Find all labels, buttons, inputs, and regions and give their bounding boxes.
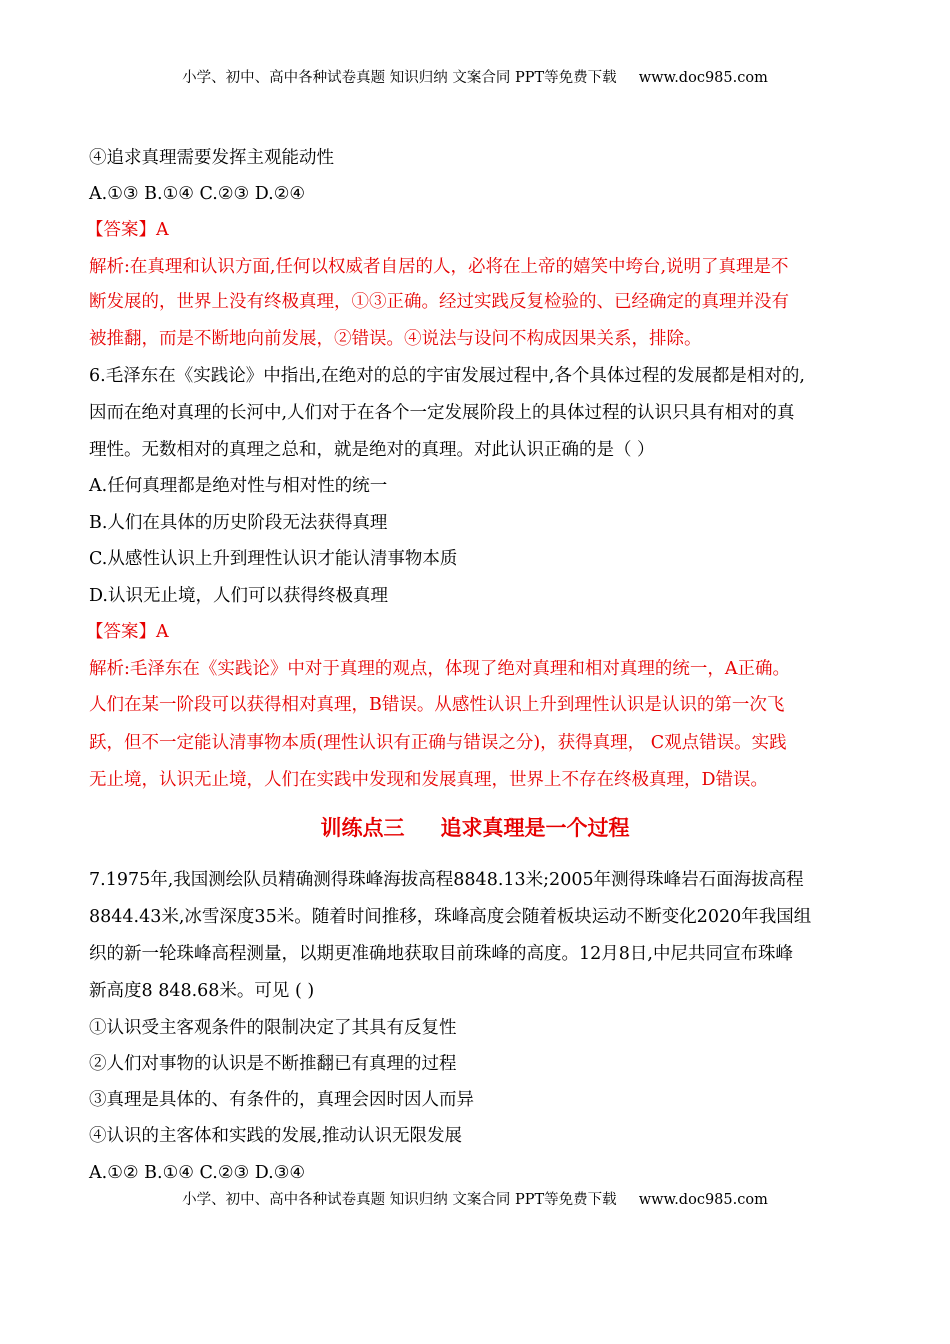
page-header (0, 68, 950, 88)
footer-url: www.doc985.com (638, 1192, 768, 1208)
q5-analysis-line: 断发展的，世界上没有终极真理，①③正确。经过实践反复检验的、已经确定的真理并没有 (89, 292, 789, 312)
q5-choices: A.①③ B.①④ C.②③ D.②④ (89, 184, 306, 204)
q5-option-4: ④追求真理需要发挥主观能动性 (89, 148, 334, 168)
q6-answer: 【答案】A (86, 622, 169, 642)
footer-text: 小学、初中、高中各种试卷真题 知识归纳 文案合同 PPT等免费下载 (182, 1192, 617, 1208)
q7-option: ③真理是具体的、有条件的，真理会因时因人而异 (89, 1090, 474, 1110)
section-title: 追求真理是一个过程 (440, 815, 630, 840)
q5-analysis-line: 被推翻，而是不断地向前发展，②错误。④说法与设问不构成因果关系，排除。 (89, 329, 702, 349)
q7-stem-line: 织的新一轮珠峰高程测量，以期更准确地获取目前珠峰的高度。12月8日,中尼共同宣布珠峰 (89, 944, 793, 964)
q7-stem-line: 7.1975年,我国测绘队员精确测得珠峰海拔高程8848.13米;2005年测得珠峰岩石面海拔高程 (89, 870, 804, 890)
q6-analysis-line: 人们在某一阶段可以获得相对真理，B错误。从感性认识上升到理性认识是认识的第一次飞 (89, 695, 785, 715)
q6-option: D.认识无止境，人们可以获得终极真理 (89, 586, 388, 606)
header-url: www.doc985.com (638, 70, 768, 86)
q6-stem-line: 理性。无数相对的真理之总和，就是绝对的真理。对此认识正确的是（ ） (89, 440, 655, 460)
header-text: 小学、初中、高中各种试卷真题 知识归纳 文案合同 PPT等免费下载 (182, 70, 617, 86)
q6-stem-line: 因而在绝对真理的长河中,人们对于在各个一定发展阶段上的具体过程的认识只具有相对的真 (89, 403, 795, 423)
q6-analysis-line: 解析:毛泽东在《实践论》中对于真理的观点，体现了绝对真理和相对真理的统一，A正确。 (89, 659, 791, 679)
q5-analysis-line: 解析:在真理和认识方面,任何以权威者自居的人，必将在上帝的嬉笑中垮台,说明了真理是不 (89, 257, 789, 277)
q7-option: ②人们对事物的认识是不断推翻已有真理的过程 (89, 1054, 457, 1074)
q5-answer: 【答案】A (86, 220, 169, 240)
q7-option: ④认识的主客体和实践的发展,推动认识无限发展 (89, 1126, 463, 1146)
q7-stem-line: 新高度8 848.68米。可见 ( ) (89, 981, 315, 1001)
section-label: 训练点三 (320, 815, 405, 840)
page-footer (0, 1190, 950, 1210)
q6-option: A.任何真理都是绝对性与相对性的统一 (89, 476, 388, 496)
q6-analysis-line: 跃，但不一定能认清事物本质(理性认识有正确与错误之分)，获得真理， C观点错误。实践 (89, 733, 787, 753)
q7-choices: A.①② B.①④ C.②③ D.③④ (89, 1163, 306, 1183)
q6-stem-line: 6.毛泽东在《实践论》中指出,在绝对的总的宇宙发展过程中,各个具体过程的发展都是相对的, (89, 366, 805, 386)
q6-analysis-line: 无止境，认识无止境，人们在实践中发现和发展真理，世界上不存在终极真理，D错误。 (89, 770, 769, 790)
section-heading (0, 813, 950, 843)
q7-stem-line: 8844.43米,冰雪深度35米。随着时间推移，珠峰高度会随着板块运动不断变化2020年我国组 (89, 907, 812, 927)
q6-option: B.人们在具体的历史阶段无法获得真理 (89, 513, 388, 533)
q6-option: C.从感性认识上升到理性认识才能认清事物本质 (89, 549, 458, 569)
q7-option: ①认识受主客观条件的限制决定了其具有反复性 (89, 1018, 457, 1038)
